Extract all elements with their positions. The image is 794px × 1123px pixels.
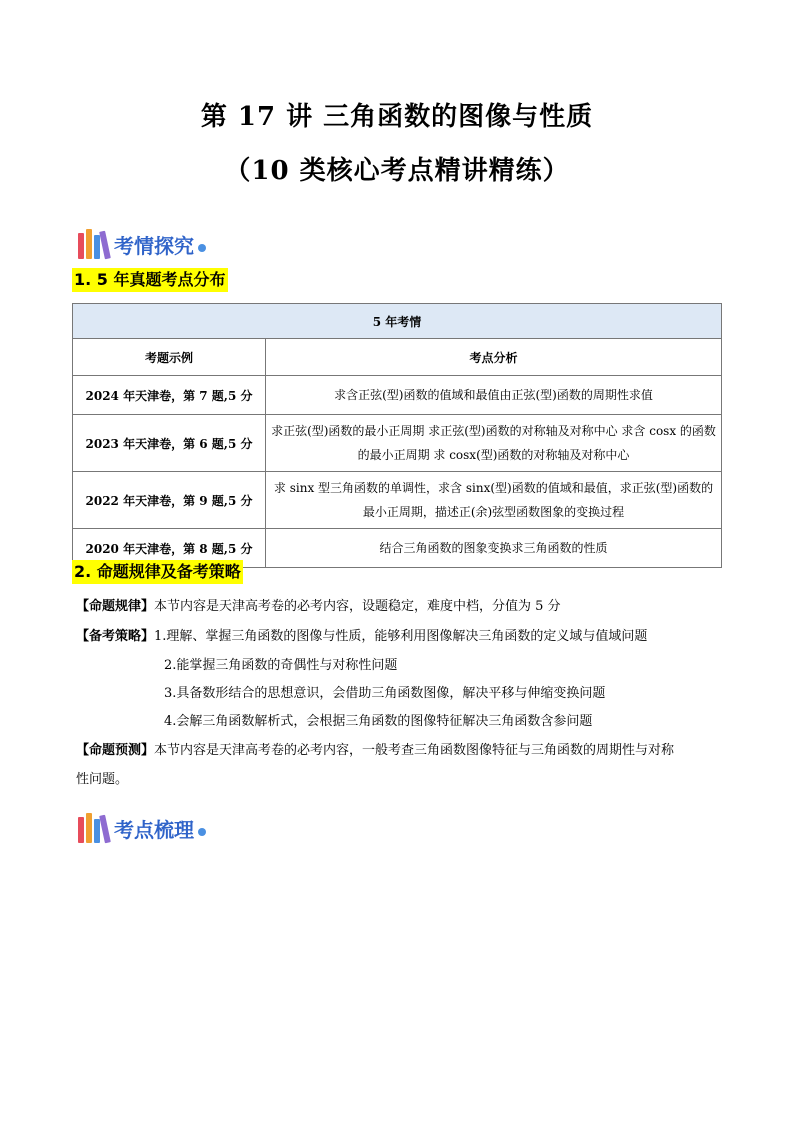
table-cell: 求含正弦(型)函数的值域和最值由正弦(型)函数的周期性求值 — [266, 376, 722, 415]
strategy-label: 【备考策略】 — [76, 629, 155, 644]
strategy-paragraph — [76, 627, 647, 647]
predict-text-cont: 性问题。 — [76, 772, 129, 787]
table-row — [73, 472, 722, 529]
column-header: 考题示例 — [73, 339, 266, 376]
table-cell: 2024 年天津卷，第 7 题,5 分 — [73, 376, 266, 415]
predict-label: 【命题预测】 — [76, 743, 155, 758]
exam-table — [72, 303, 722, 568]
dot-icon — [198, 828, 206, 836]
page-title: 第 17 讲 三角函数的图像与性质 — [200, 102, 594, 132]
books-icon — [78, 813, 108, 843]
strategy-item: 4.会解三角函数解析式，会根据三角函数的图像特征解决三角函数含参问题 — [164, 714, 593, 729]
predict-text: 本节内容是天津高考卷的必考内容，一般考查三角函数图像特征与三角函数的周期性与对称 — [154, 743, 675, 758]
section-heading-1: 1. 5 年真题考点分布 — [72, 268, 228, 292]
dot-icon — [198, 244, 206, 252]
column-header: 考点分析 — [266, 339, 722, 376]
rule-paragraph — [76, 597, 561, 617]
page-subtitle: （10 类核心考点精讲精练） — [224, 156, 570, 186]
strategy-item: 2.能掌握三角函数的奇偶性与对称性问题 — [164, 658, 398, 673]
strategy-item: 3.具备数形结合的思想意识，会借助三角函数图像，解决平移与伸缩变换问题 — [164, 686, 606, 701]
table-cell: 2020 年天津卷，第 8 题,5 分 — [73, 529, 266, 568]
table-cell: 2022 年天津卷，第 9 题,5 分 — [73, 472, 266, 529]
predict-paragraph — [76, 741, 726, 761]
table-cell: 求 sinx 型三角函数的单调性，求含 sinx(型)函数的值域和最值，求正弦(型)函数的最小正周期，描述正(余)弦型函数图象的变换过程 — [266, 472, 722, 529]
table-cell: 求正弦(型)函数的最小正周期 求正弦(型)函数的对称轴及对称中心 求含 cosx 的函数的最小正周期 求 cosx(型)函数的对称轴及对称中心 — [266, 415, 722, 472]
section-heading-2: 2. 命题规律及备考策略 — [72, 560, 243, 584]
strategy-item: 1.理解、掌握三角函数的图像与性质，能够利用图像解决三角函数的定义域与值域问题 — [154, 629, 648, 644]
banner-key-points — [78, 808, 206, 848]
books-icon — [78, 229, 108, 259]
table-header: 5 年考情 — [73, 304, 722, 339]
rule-text: 本节内容是天津高考卷的必考内容，设题稳定，难度中档，分值为 5 分 — [154, 599, 561, 614]
table-cell: 2023 年天津卷，第 6 题,5 分 — [73, 415, 266, 472]
table-cell: 结合三角函数的图象变换求三角函数的性质 — [266, 529, 722, 568]
banner-title: 考情探究 — [114, 233, 194, 258]
banner-exam-analysis — [78, 224, 206, 264]
rule-label: 【命题规律】 — [76, 599, 155, 614]
table-row — [73, 415, 722, 472]
banner-title: 考点梳理 — [114, 817, 194, 842]
table-row — [73, 376, 722, 415]
